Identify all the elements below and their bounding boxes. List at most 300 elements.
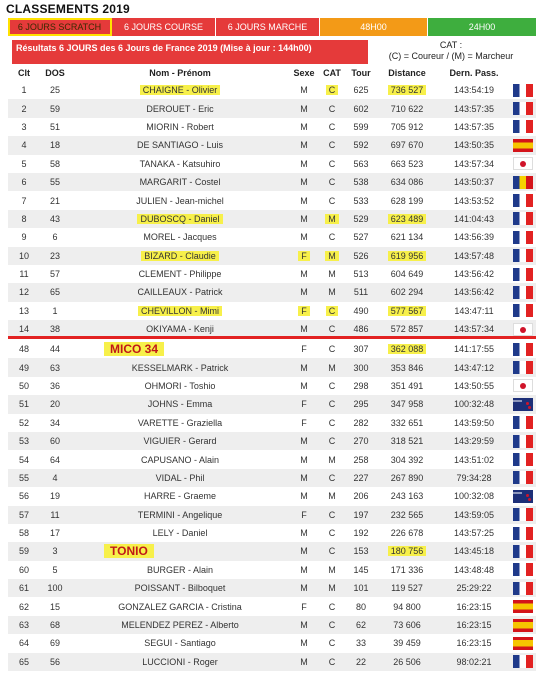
cell-name	[70, 620, 290, 630]
cell-tour	[346, 363, 376, 373]
cell-cat	[318, 104, 346, 114]
cell-cat-text: C	[328, 528, 336, 539]
table-row	[8, 597, 536, 615]
cell-dos-text: 59	[49, 103, 60, 114]
cell-clt	[8, 638, 40, 648]
tab-6-jours-course[interactable]: 6 JOURS COURSE	[112, 18, 216, 36]
table-row	[8, 506, 536, 524]
cell-dos-text: 3	[52, 546, 58, 557]
cell-clt	[8, 363, 40, 373]
cell-distance	[376, 177, 438, 187]
cell-distance	[376, 232, 438, 242]
cell-clt	[8, 344, 40, 354]
cell-tour-text: 206	[353, 491, 369, 502]
cell-clt-text: 9	[21, 232, 27, 243]
cell-last-pass-text: 143:57:34	[453, 324, 495, 335]
cell-last-pass-text: 143:57:48	[453, 250, 495, 261]
cell-tour	[346, 473, 376, 483]
cell-sexe	[290, 546, 318, 556]
cell-sexe	[290, 381, 318, 391]
cell-last-pass-text: 143:45:18	[453, 546, 495, 557]
cell-tour-text: 307	[353, 344, 369, 355]
cell-flag	[510, 231, 536, 244]
cell-tour	[346, 657, 376, 667]
table-row	[8, 414, 536, 432]
header-tour: Tour	[351, 68, 371, 78]
header-name: Nom - Prénom	[149, 68, 211, 78]
cell-sexe-text: F	[301, 601, 307, 612]
cell-dos	[40, 583, 70, 593]
cell-dos-text: 43	[49, 213, 60, 224]
cell-sexe-text: M	[300, 140, 308, 151]
cell-sexe-text: M	[300, 656, 308, 667]
cell-flag	[510, 343, 536, 356]
cell-dos	[40, 546, 70, 556]
cell-clt	[8, 214, 40, 224]
cell-dos-text: 44	[49, 344, 60, 355]
cell-last-pass-text: 143:29:59	[453, 436, 495, 447]
cell-dos-text: 64	[49, 454, 60, 465]
cell-name	[70, 342, 290, 356]
cell-name-text: BURGER - Alain	[146, 564, 214, 575]
highlight-label: MICO 34	[104, 342, 164, 356]
cell-last-pass	[438, 491, 510, 501]
cell-last-pass	[438, 381, 510, 391]
cell-sexe	[290, 306, 318, 316]
cell-clt-text: 8	[21, 213, 27, 224]
cell-flag	[510, 416, 536, 429]
cell-clt	[8, 196, 40, 206]
cell-cat-text: C	[328, 509, 336, 520]
cell-tour	[346, 399, 376, 409]
cell-distance-text: 572 857	[390, 324, 424, 335]
cell-name	[70, 657, 290, 667]
cell-distance	[376, 324, 438, 334]
cell-distance-text: 710 622	[390, 103, 424, 114]
cell-clt	[8, 399, 40, 409]
cell-clt-text: 12	[18, 287, 29, 298]
cell-flag	[510, 637, 536, 650]
cell-tour	[346, 104, 376, 114]
table-row	[8, 358, 536, 376]
cell-name-text: MELENDEZ PEREZ - Alberto	[121, 620, 239, 631]
cell-sexe-text: M	[300, 362, 308, 373]
cell-dos-text: 60	[49, 436, 60, 447]
cell-tour-text: 527	[353, 232, 369, 243]
cell-tour-text: 153	[353, 546, 369, 557]
cell-distance-text: 267 890	[390, 472, 424, 483]
cell-sexe-text: M	[300, 564, 308, 575]
cell-clt-text: 64	[18, 638, 29, 649]
cell-sexe	[290, 528, 318, 538]
cell-flag	[510, 84, 536, 97]
cell-name-text: CHAIGNE - Olivier	[140, 85, 221, 95]
tab-6-jours-scratch[interactable]: 6 JOURS SCRATCH	[8, 18, 112, 36]
cell-cat	[318, 159, 346, 169]
cell-flag	[510, 582, 536, 595]
cell-last-pass	[438, 324, 510, 334]
cell-distance	[376, 510, 438, 520]
cell-last-pass	[438, 122, 510, 132]
cell-clt	[8, 491, 40, 501]
cell-cat	[318, 122, 346, 132]
cell-dos	[40, 251, 70, 261]
flag-fr-icon	[513, 435, 533, 448]
cell-cat-text: C	[328, 344, 336, 355]
cell-clt	[8, 657, 40, 667]
cell-last-pass	[438, 436, 510, 446]
cell-clt	[8, 140, 40, 150]
cell-tour-text: 526	[353, 250, 369, 261]
cell-last-pass-text: 143:59:50	[453, 417, 495, 428]
cell-distance	[376, 104, 438, 114]
cell-dos	[40, 140, 70, 150]
cell-distance	[376, 306, 438, 316]
cell-dos-text: 58	[49, 158, 60, 169]
cell-last-pass	[438, 177, 510, 187]
cell-cat-text: M	[328, 564, 336, 575]
cell-sexe	[290, 620, 318, 630]
cell-dos	[40, 638, 70, 648]
cell-sexe	[290, 399, 318, 409]
cell-clt-text: 63	[18, 620, 29, 631]
table-row	[8, 395, 536, 413]
header-last-pass: Dern. Pass.	[449, 68, 499, 78]
cell-last-pass-text: 143:48:48	[453, 564, 495, 575]
cell-distance-text: 94 800	[393, 601, 421, 612]
table-row	[8, 136, 536, 154]
cell-distance-text: 171 336	[390, 564, 424, 575]
cell-dos	[40, 269, 70, 279]
cell-sexe	[290, 214, 318, 224]
cell-last-pass-text: 16:23:15	[456, 638, 492, 649]
cell-sexe	[290, 638, 318, 648]
cell-sexe-text: F	[301, 399, 307, 410]
cell-name	[70, 196, 290, 206]
cell-sexe	[290, 565, 318, 575]
cell-clt	[8, 177, 40, 187]
cell-sexe	[290, 491, 318, 501]
cell-cat	[318, 196, 346, 206]
cell-cat	[318, 510, 346, 520]
cell-tour	[346, 177, 376, 187]
cell-dos	[40, 436, 70, 446]
cell-sexe-text: M	[300, 528, 308, 539]
cell-distance	[376, 418, 438, 428]
cell-distance	[376, 287, 438, 297]
cell-sexe-text: M	[300, 195, 308, 206]
cell-name-text: DE SANTIAGO - Luis	[136, 140, 224, 151]
cell-distance	[376, 455, 438, 465]
cell-cat-text: M	[325, 251, 339, 261]
cell-name-text: KESSELMARK - Patrick	[131, 362, 229, 373]
cell-dos-text: 51	[49, 121, 60, 132]
cell-name-text: DUBOSCQ - Daniel	[137, 214, 222, 224]
cell-dos-text: 1	[52, 305, 58, 316]
cell-cat	[318, 324, 346, 334]
cell-dos-text: 5	[52, 564, 58, 575]
cell-tour-text: 192	[353, 528, 369, 539]
cell-cat	[318, 638, 346, 648]
cell-last-pass-text: 143:51:02	[453, 454, 495, 465]
cell-dos	[40, 418, 70, 428]
tab-6-jours-marche[interactable]: 6 JOURS MARCHE	[216, 18, 320, 36]
cell-clt-text: 5	[21, 158, 27, 169]
cell-dos	[40, 104, 70, 114]
cell-sexe	[290, 232, 318, 242]
cell-last-pass-text: 79:34:28	[456, 472, 492, 483]
cell-sexe	[290, 436, 318, 446]
cell-dos-text: 63	[49, 362, 60, 373]
cell-tour-text: 227	[353, 472, 369, 483]
cell-distance	[376, 473, 438, 483]
cell-clt-text: 53	[18, 436, 29, 447]
cell-last-pass-text: 98:02:21	[456, 656, 492, 667]
cell-distance-text: 26 506	[393, 656, 421, 667]
cell-distance	[376, 657, 438, 667]
cell-dos-text: 55	[49, 177, 60, 188]
cell-tour-text: 300	[353, 362, 369, 373]
cell-distance	[376, 85, 438, 95]
cell-cat-text: C	[328, 177, 336, 188]
cell-sexe-text: F	[301, 509, 307, 520]
cell-name-text: MIORIN - Robert	[146, 121, 214, 132]
cell-sexe	[290, 363, 318, 373]
cell-cat-text: C	[328, 417, 336, 428]
cell-name-text: MARGARIT - Costel	[139, 177, 221, 188]
cell-clt	[8, 510, 40, 520]
cell-dos-text: 100	[47, 583, 63, 594]
cell-clt	[8, 546, 40, 556]
cell-name	[70, 324, 290, 334]
cell-cat	[318, 657, 346, 667]
cell-clt-text: 49	[18, 362, 29, 373]
cell-clt	[8, 583, 40, 593]
table-separator	[8, 336, 536, 339]
table-header	[8, 66, 536, 80]
cell-distance-text: 347 958	[390, 399, 424, 410]
cell-name	[70, 602, 290, 612]
cell-cat-text: C	[328, 601, 336, 612]
cell-tour	[346, 455, 376, 465]
cell-tour	[346, 232, 376, 242]
table-row	[8, 487, 536, 505]
cell-sexe	[290, 177, 318, 187]
table-row	[8, 191, 536, 209]
flag-fr-icon	[513, 582, 533, 595]
cell-cat-text: C	[328, 380, 336, 391]
cell-distance-text: 736 527	[388, 85, 427, 95]
cell-sexe-text: M	[300, 380, 308, 391]
cell-cat	[318, 363, 346, 373]
cell-last-pass-text: 143:57:34	[453, 158, 495, 169]
cell-distance	[376, 214, 438, 224]
cell-last-pass	[438, 620, 510, 630]
cell-name	[70, 491, 290, 501]
cell-tour-text: 282	[353, 417, 369, 428]
table-row	[8, 118, 536, 136]
header-flag	[510, 66, 536, 80]
cell-distance-text: 663 523	[390, 158, 424, 169]
cell-last-pass-text: 143:57:25	[453, 528, 495, 539]
cell-last-pass	[438, 251, 510, 261]
cell-name-text: JOHNS - Emma	[147, 399, 213, 410]
cell-flag	[510, 268, 536, 281]
cell-clt	[8, 602, 40, 612]
cell-sexe	[290, 287, 318, 297]
cell-sexe	[290, 85, 318, 95]
cell-cat-text: C	[328, 472, 336, 483]
cell-name	[70, 85, 290, 95]
cell-cat	[318, 491, 346, 501]
table-row	[8, 432, 536, 450]
cell-tour-text: 22	[355, 656, 366, 667]
cell-cat	[318, 602, 346, 612]
cell-cat	[318, 583, 346, 593]
cell-last-pass-text: 143:56:42	[453, 269, 495, 280]
cell-sexe-text: F	[298, 251, 310, 261]
cell-distance-text: 604 649	[390, 269, 424, 280]
cell-sexe-text: M	[300, 232, 308, 243]
cell-cat	[318, 306, 346, 316]
cell-flag	[510, 194, 536, 207]
cell-sexe	[290, 510, 318, 520]
cell-distance-text: 697 670	[390, 140, 424, 151]
cell-flag	[510, 139, 536, 152]
cell-clt-text: 50	[18, 380, 29, 391]
cell-tour	[346, 122, 376, 132]
cell-clt-text: 58	[18, 528, 29, 539]
flag-fr-icon	[513, 508, 533, 521]
cell-last-pass-text: 16:23:15	[456, 601, 492, 612]
cell-cat	[318, 418, 346, 428]
cell-sexe-text: M	[300, 324, 308, 335]
category-legend-title: CAT :	[439, 40, 463, 50]
cell-clt-text: 14	[18, 324, 29, 335]
cell-distance-text: 362 088	[388, 344, 427, 354]
flag-jp-icon	[513, 157, 533, 170]
cell-tour	[346, 159, 376, 169]
tab-48h00[interactable]: 48H00	[320, 18, 428, 36]
cell-distance-text: 577 567	[388, 306, 427, 316]
flag-es-icon	[513, 637, 533, 650]
cell-name	[70, 122, 290, 132]
flag-fr-icon	[513, 545, 533, 558]
cell-name-text: POISSANT - Bilboquet	[134, 583, 226, 594]
cell-distance-text: 621 134	[390, 232, 424, 243]
flag-fr-icon	[513, 212, 533, 225]
cell-cat	[318, 455, 346, 465]
cell-dos	[40, 528, 70, 538]
cell-distance	[376, 436, 438, 446]
flag-es-icon	[513, 139, 533, 152]
cell-flag	[510, 304, 536, 317]
cell-distance	[376, 159, 438, 169]
cell-flag	[510, 563, 536, 576]
table-row	[8, 634, 536, 652]
table-row	[8, 265, 536, 283]
cell-clt-text: 56	[18, 491, 29, 502]
cell-clt-text: 10	[18, 250, 29, 261]
cell-distance-text: 353 846	[390, 362, 424, 373]
cell-flag	[510, 212, 536, 225]
cell-distance	[376, 363, 438, 373]
cell-dos-text: 15	[49, 601, 60, 612]
cell-dos	[40, 287, 70, 297]
cell-flag	[510, 545, 536, 558]
cell-clt-text: 59	[18, 546, 29, 557]
cell-clt-text: 4	[21, 140, 27, 151]
cell-distance-text: 180 756	[388, 546, 427, 556]
cell-name-text: TERMINI - Angelique	[137, 509, 223, 520]
cell-clt-text: 55	[18, 472, 29, 483]
cell-tour	[346, 638, 376, 648]
cell-cat-text: C	[326, 85, 339, 95]
cell-last-pass	[438, 657, 510, 667]
cell-cat-text: M	[328, 454, 336, 465]
cell-cat-text: C	[328, 656, 336, 667]
cell-flag	[510, 471, 536, 484]
cell-clt-text: 13	[18, 305, 29, 316]
header-dos: DOS	[45, 68, 65, 78]
cell-clt	[8, 269, 40, 279]
cell-tour	[346, 269, 376, 279]
cell-clt	[8, 85, 40, 95]
cell-name-text: CHEVILLON - Mimi	[138, 306, 222, 316]
table-row	[8, 340, 536, 358]
table-row	[8, 247, 536, 265]
cell-tour	[346, 436, 376, 446]
cell-dos	[40, 473, 70, 483]
cell-flag	[510, 361, 536, 374]
category-legend-text: (C) = Coureur / (M) = Marcheur	[388, 51, 514, 61]
cell-sexe-text: M	[300, 287, 308, 298]
cell-name	[70, 214, 290, 224]
cell-last-pass-text: 143:57:35	[453, 103, 495, 114]
cell-cat-text: C	[326, 306, 339, 316]
cell-distance-text: 602 294	[390, 287, 424, 298]
tab-24h00[interactable]: 24H00	[428, 18, 536, 36]
cell-distance	[376, 196, 438, 206]
cell-cat-text: C	[328, 399, 336, 410]
cell-distance	[376, 638, 438, 648]
cell-tour	[346, 140, 376, 150]
cell-name-text: GONZALEZ GARCIA - Cristina	[118, 601, 242, 612]
header-distance: Distance	[388, 68, 426, 78]
cell-dos	[40, 324, 70, 334]
cell-cat	[318, 546, 346, 556]
cell-name-text: VIDAL - Phil	[155, 472, 205, 483]
cell-flag	[510, 490, 536, 503]
cell-last-pass	[438, 344, 510, 354]
cell-last-pass-text: 143:54:19	[453, 85, 495, 96]
cell-name-text: CLEMENT - Philippe	[138, 269, 222, 280]
cell-last-pass-text: 100:32:08	[453, 491, 495, 502]
cell-sexe-text: F	[301, 417, 307, 428]
cell-flag	[510, 619, 536, 632]
table-row	[8, 450, 536, 468]
cell-name	[70, 232, 290, 242]
cell-dos-text: 4	[52, 472, 58, 483]
cell-name-text: VARETTE - Graziella	[137, 417, 223, 428]
cell-flag	[510, 398, 536, 411]
results-banner: Résultats 6 JOURS des 6 Jours de France 2019 (Mise à jour : 144h00)	[12, 40, 368, 64]
cell-sexe-text: M	[300, 85, 308, 96]
cell-tour	[346, 510, 376, 520]
cell-cat	[318, 381, 346, 391]
cell-dos	[40, 159, 70, 169]
cell-dos-text: 11	[50, 509, 60, 520]
